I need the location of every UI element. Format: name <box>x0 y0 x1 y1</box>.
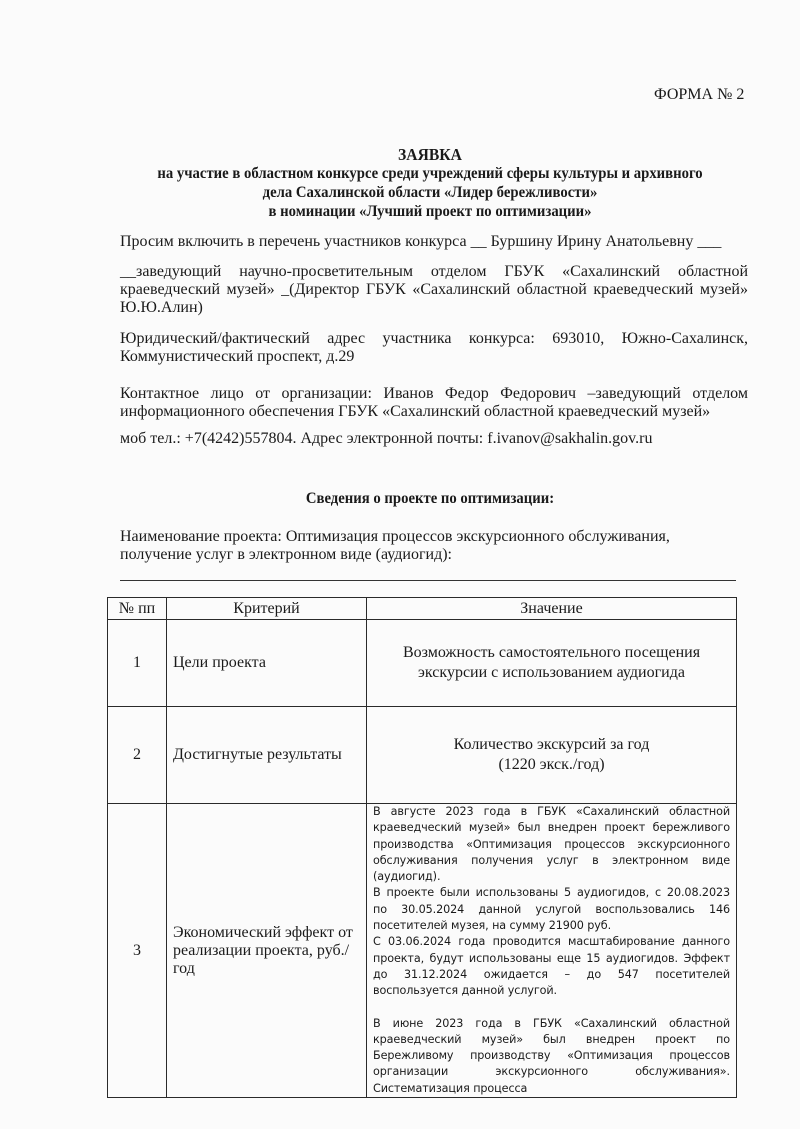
participant-position: __заведующий научно-просветительным отделом ГБУК «Сахалинский областной краеведческий музей» _(Директор ГБУК «Сахалинский областной краеведческий музей» Ю.Ю.Алин) <box>120 263 748 316</box>
value-paragraph: В проекте были использованы 5 аудиогидов, с 20.08.2023 по 30.05.2024 данной услугой воспользовались 146 посетителей музея, на сумму 21900 руб. <box>373 886 730 933</box>
title-line-1: на участие в областном конкурсе среди учреждений сферы культуры и архивного <box>157 165 703 182</box>
table-row <box>108 707 737 804</box>
header-number: № пп <box>108 598 167 620</box>
request-line: Просим включить в перечень участников конкурса __ Буршину Ирину Анатольевну ___ <box>120 233 722 250</box>
underline-divider <box>120 580 736 581</box>
row-number: 1 <box>108 620 167 707</box>
project-name: Наименование проекта: Оптимизация процессов экскурсионного обслуживания, получение услуг в электронном виде (аудиогид): <box>120 528 670 563</box>
title-line-3: в номинации «Лучший проект по оптимизации» <box>268 203 592 220</box>
contact-person: Контактное лицо от организации: Иванов Федор Федорович –заведующий отделом информационного обеспечения ГБУК «Сахалинский областной краеведческий музей» <box>120 385 748 420</box>
row-value <box>367 620 737 707</box>
title-line-2: дела Сахалинской области «Лидер бережливости» <box>262 184 598 201</box>
value-line: Количество экскурсий за год <box>453 736 650 753</box>
criteria-table <box>107 597 737 1098</box>
table-header-row <box>108 598 737 620</box>
form-number: ФОРМА № 2 <box>654 86 745 103</box>
table-row <box>108 804 737 1098</box>
paragraph-gap <box>373 1000 730 1016</box>
phone-email: моб тел.: +7(4242)557804. Адрес электронной почты: f.ivanov@sakhalin.gov.ru <box>120 430 653 447</box>
value-line: Возможность самостоятельного посещения <box>402 644 701 661</box>
row-value <box>367 804 737 1098</box>
row-number: 2 <box>108 707 167 804</box>
row-number: 3 <box>108 804 167 1098</box>
value-paragraph: С 03.06.2024 года проводится масштабирование данного проекта, будут использованы еще 15 аудиогидов. Эффект до 31.12.2024 ожидается – до 547 посетителей воспользуется данной услугой. <box>373 935 730 998</box>
value-line: экскурсии с использованием аудиогида <box>418 664 685 681</box>
value-line: (1220 экск./год) <box>498 756 605 773</box>
row-criterion: Достигнутые результаты <box>167 707 367 804</box>
row-value <box>367 707 737 804</box>
table-row <box>108 620 737 707</box>
value-paragraph: В июне 2023 года в ГБУК «Сахалинский областной краеведческий музей» был внедрен проект по Бережливому производству «Оптимизация процессов организации экскурсионного обслуживания». Систематизация процесса <box>373 1016 730 1095</box>
title-main: ЗАЯВКА <box>398 145 462 164</box>
value-paragraph: В августе 2023 года в ГБУК «Сахалинский областной краеведческий музей» был внедрен проект бережливого производства «Оптимизация процессов экскурсионного обслуживания получения услуг в электронном виде (аудиогид). <box>373 805 730 884</box>
row-criterion: Цели проекта <box>167 620 367 707</box>
header-value: Значение <box>367 598 737 620</box>
row-criterion: Экономический эффект от реализации проекта, руб./год <box>167 804 367 1098</box>
section-title: Сведения о проекте по оптимизации: <box>305 490 555 507</box>
header-criterion: Критерий <box>167 598 367 620</box>
document-title <box>126 145 733 221</box>
participant-address: Юридический/фактический адрес участника конкурса: 693010, Южно-Сахалинск, Коммунистический проспект, д.29 <box>120 330 748 365</box>
